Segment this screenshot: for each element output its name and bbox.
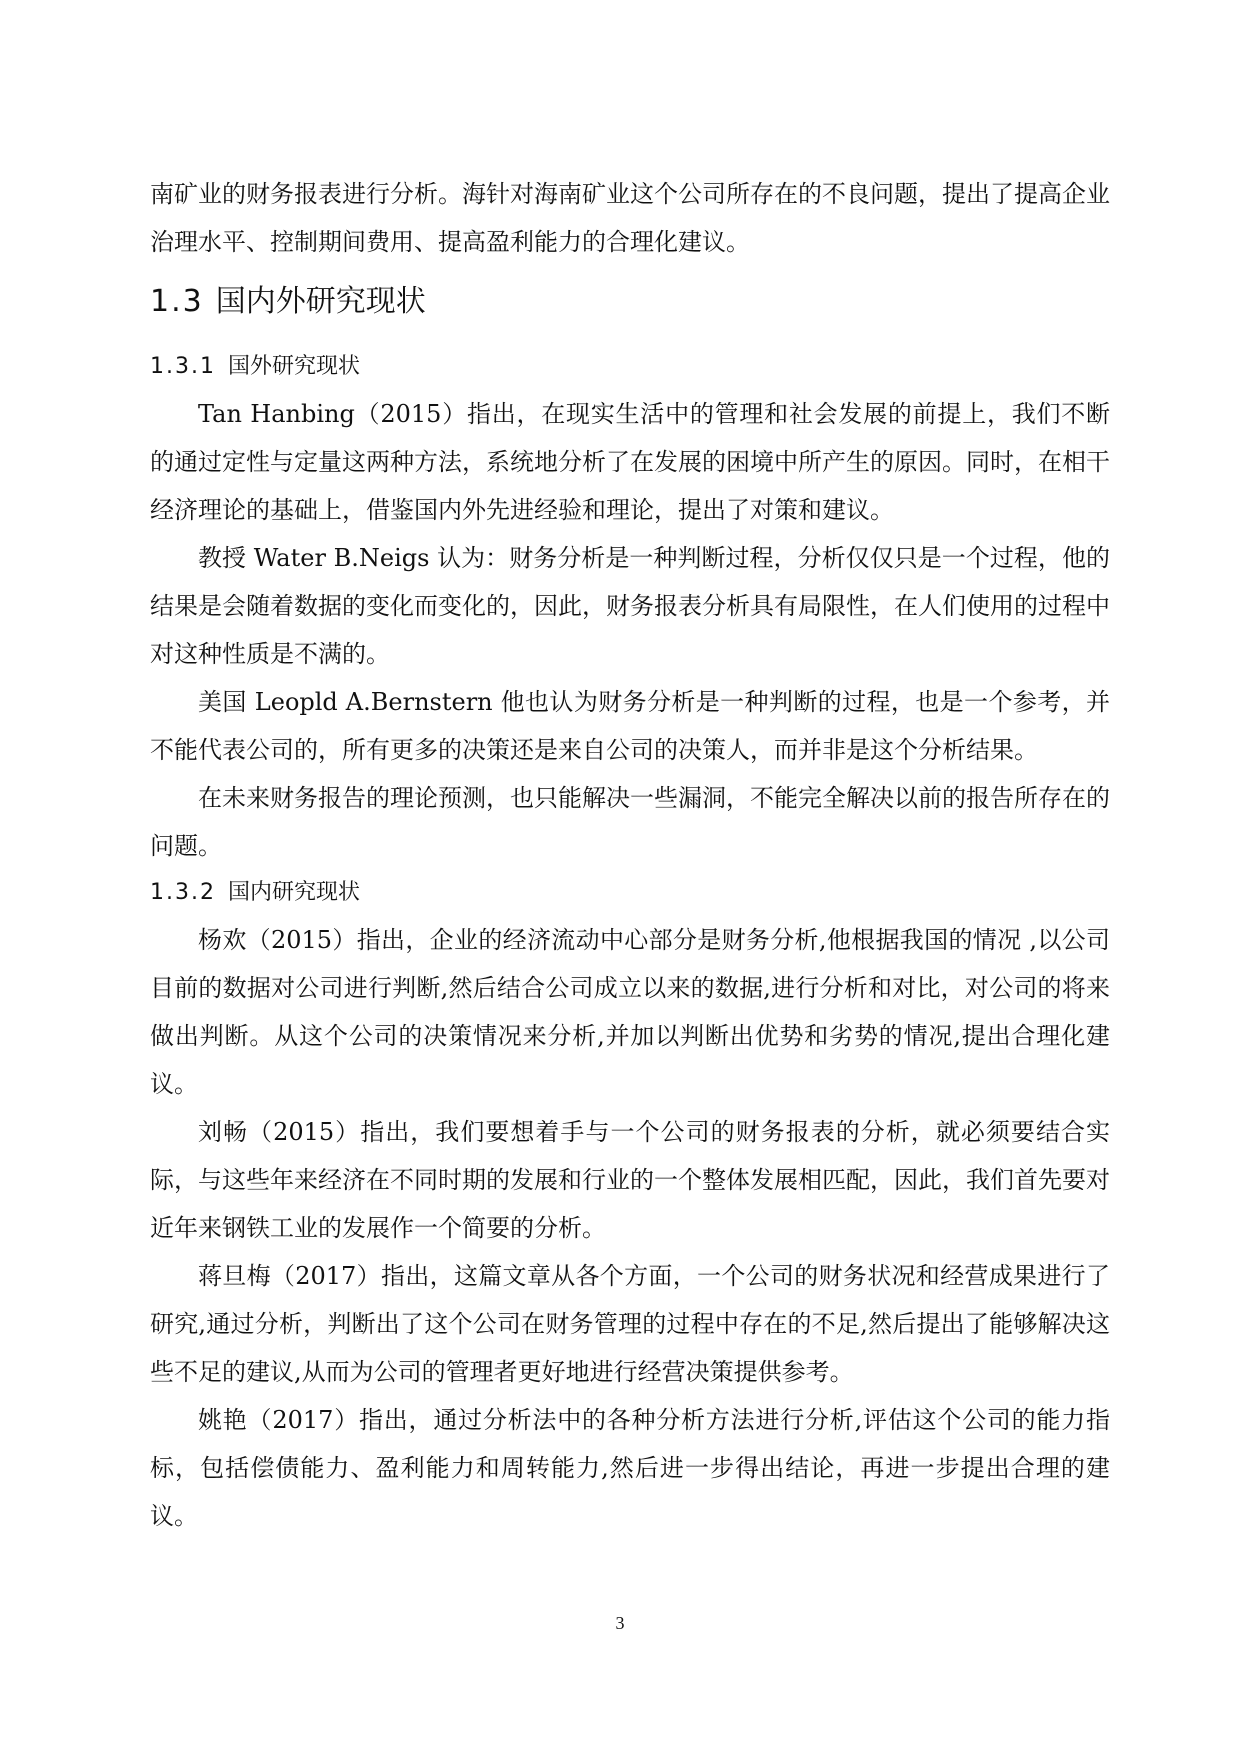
subsection-number: 1.3.2 [150,880,216,905]
paragraph-bernstern: 美国 Leopld A.Bernstern 他也认为财务分析是一种判断的过程，也是一个参考，并不能代表公司的，所有更多的决策还是来自公司的决策人，而并非是这个分析结果。 [150,688,1110,764]
section-title: 国内外研究现状 [215,284,426,319]
paragraph-liu-chang: 刘畅（2015）指出，我们要想着手与一个公司的财务报表的分析，就必须要结合实际，与这些年来经济在不同时期的发展和行业的一个整体发展相匹配，因此，我们首先要对近年来钢铁工业的发展作一个简要的分析。 [150,1118,1110,1242]
section-number: 1.3 [150,284,204,319]
subsection-number: 1.3.1 [150,354,216,379]
subsection-heading-1-3-1 [150,344,1110,390]
page-content [150,170,1110,1540]
page-number: 3 [615,1613,625,1633]
subsection-title: 国外研究现状 [227,354,360,379]
paragraph-yao-yan: 姚艳（2017）指出，通过分析法中的各种分析方法进行分析,评估这个公司的能力指标，包括偿债能力、盈利能力和周转能力,然后进一步得出结论，再进一步提出合理的建议。 [150,1406,1110,1530]
paragraph-yang-huan: 杨欢（2015）指出，企业的经济流动中心部分是财务分析,他根据我国的情况 ,以公司目前的数据对公司进行判断,然后结合公司成立以来的数据,进行分析和对比，对公司的将来做出判断。从这个公司的决策情况来分析,并加以判断出优势和劣势的情况,提出合理化建议。 [150,926,1110,1098]
paragraph-water-neigs: 教授 Water B.Neigs 认为：财务分析是一种判断过程，分析仅仅只是一个过程，他的结果是会随着数据的变化而变化的，因此，财务报表分析具有局限性，在人们使用的过程中对这种性质是不满的。 [150,544,1110,668]
subsection-title: 国内研究现状 [227,880,360,905]
paragraph-future-reporting: 在未来财务报告的理论预测，也只能解决一些漏洞，不能完全解决以前的报告所存在的问题。 [150,784,1110,860]
paragraph-jiang-danmei: 蒋旦梅（2017）指出，这篇文章从各个方面，一个公司的财务状况和经营成果进行了研究,通过分析，判断出了这个公司在财务管理的过程中存在的不足,然后提出了能够解决这些不足的建议,从而为公司的管理者更好地进行经营决策提供参考。 [150,1262,1110,1386]
paragraph-tan-hanbing: Tan Hanbing（2015）指出，在现实生活中的管理和社会发展的前提上，我们不断的通过定性与定量这两种方法，系统地分析了在发展的困境中所产生的原因。同时，在相干经济理论的基础上，借鉴国内外先进经验和理论，提出了对策和建议。 [150,400,1110,524]
intro-paragraph: 南矿业的财务报表进行分析。海针对海南矿业这个公司所存在的不良问题，提出了提高企业治理水平、控制期间费用、提高盈利能力的合理化建议。 [150,180,1110,256]
subsection-heading-1-3-2 [150,870,1110,916]
section-heading-1-3 [150,282,1110,322]
